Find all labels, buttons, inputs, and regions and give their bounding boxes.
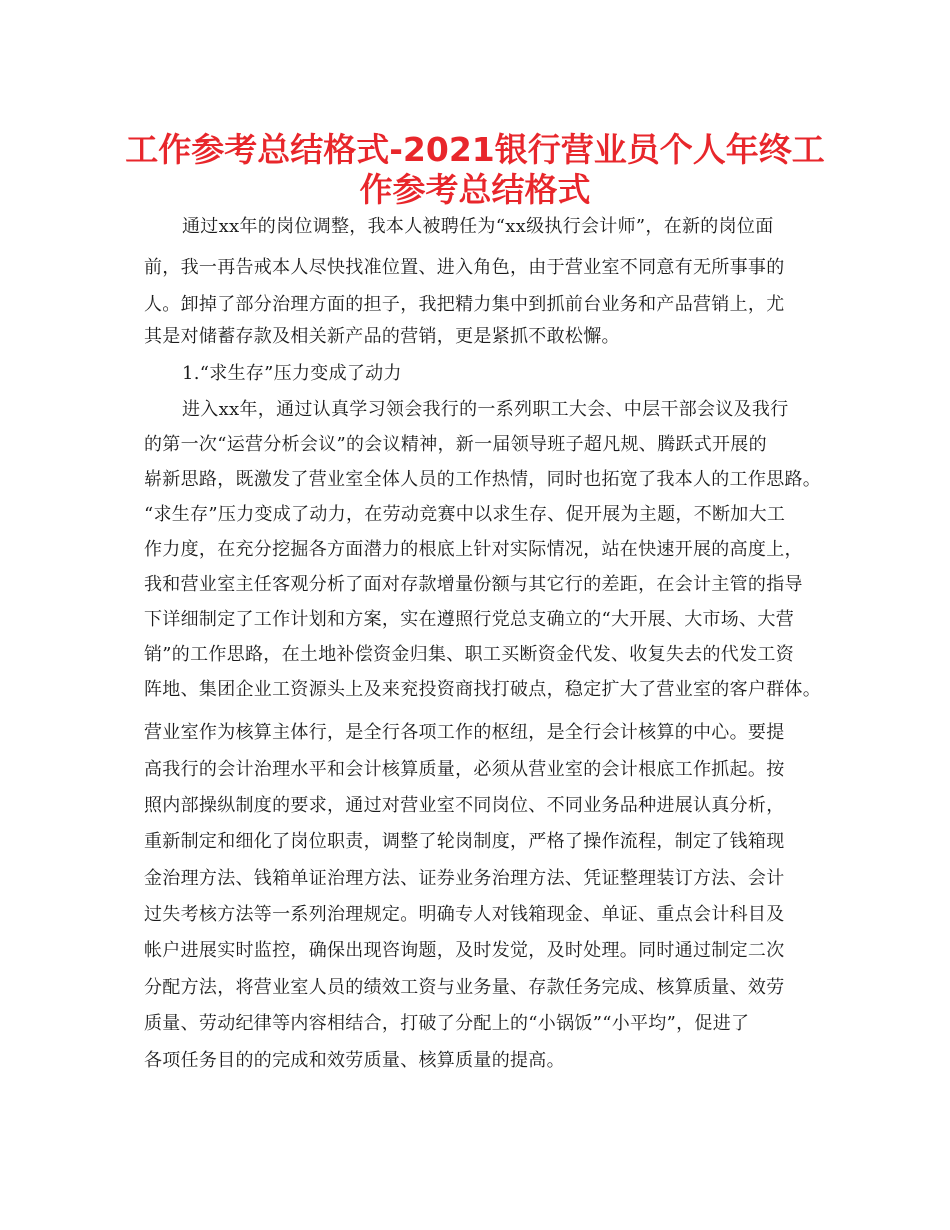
body-line-7: 的第一次“运营分析会议”的会议精神，新一届领导班子超凡规、腾跃式开展的	[144, 434, 767, 455]
body-line-1: 通过xx年的岗位调整，我本人被聘任为“xx级执行会计师”，在新的岗位面	[182, 216, 774, 237]
body-line-21: 帐户进展实时监控，确保出现咨询题，及时发觉，及时处理。同时通过制定二次	[144, 940, 785, 961]
body-line-4: 其是对储蓄存款及相关新产品的营销，更是紧抓不敢松懈。	[144, 326, 620, 347]
body-line-3: 人。卸掉了部分治理方面的担子，我把精力集中到抓前台业务和产品营销上，尤	[144, 294, 785, 315]
body-line-18: 重新制定和细化了岗位职责，调整了轮岗制度，严格了操作流程，制定了钱箱现	[144, 831, 785, 852]
body-line-23: 质量、劳动纪律等内容相结合，打破了分配上的“小锅饭”“小平均”，促进了	[144, 1013, 750, 1034]
body-line-13: 销”的工作思路，在土地补偿资金归集、职工买断资金代发、收复失去的代发工资	[144, 644, 794, 665]
body-line-8: 崭新思路，既激发了营业室全体人员的工作热情，同时也拓宽了我本人的工作思路。	[144, 469, 822, 490]
body-line-11: 我和营业室主任客观分析了面对存款增量份额与其它行的差距，在会计主管的指导	[144, 574, 803, 595]
body-line-6: 进入xx年，通过认真学习领会我行的一系列职工大会、中层干部会议及我行	[182, 399, 789, 420]
body-line-14: 阵地、集团企业工资源头上及来兖投资商找打破点，稳定扩大了营业室的客户群体。	[144, 679, 822, 700]
body-line-15: 营业室作为核算主体行，是全行各项工作的枢纽，是全行会计核算的中心。要提	[144, 722, 785, 743]
body-line-24: 各项任务目的的完成和效劳质量、核算质量的提高。	[144, 1050, 565, 1071]
body-line-17: 照内部操纵制度的要求，通过对营业室不同岗位、不同业务品种进展认真分析，	[144, 795, 785, 816]
document-title-line-2: 作参考总结格式	[359, 170, 591, 209]
body-line-12: 下详细制定了工作计划和方案，实在遵照行党总支确立的“大开展、大市场、大营	[144, 609, 794, 630]
body-line-9: “求生存”压力变成了动力，在劳动竞赛中以求生存、促开展为主题，不断加大工	[144, 504, 786, 525]
body-line-22: 分配方法，将营业室人员的绩效工资与业务量、存款任务完成、核算质量、效劳	[144, 977, 785, 998]
body-line-16: 高我行的会计治理水平和会计核算质量，必须从营业室的会计根底工作抓起。按	[144, 759, 785, 780]
body-line-10: 作力度，在充分挖掘各方面潜力的根底上针对实际情况，站在快速开展的高度上，	[144, 539, 803, 560]
body-line-20: 过失考核方法等一系列治理规定。明确专人对钱箱现金、单证、重点会计科目及	[144, 904, 785, 925]
section-heading-1: 1.“求生存”压力变成了动力	[182, 363, 402, 384]
document-title-line-1: 工作参考总结格式-2021银行营业员个人年终工	[125, 130, 825, 169]
body-line-2: 前，我一再告戒本人尽快找准位置、进入角色，由于营业室不同意有无所事事的	[144, 257, 785, 278]
body-line-19: 金治理方法、钱箱单证治理方法、证券业务治理方法、凭证整理装订方法、会计	[144, 868, 785, 889]
